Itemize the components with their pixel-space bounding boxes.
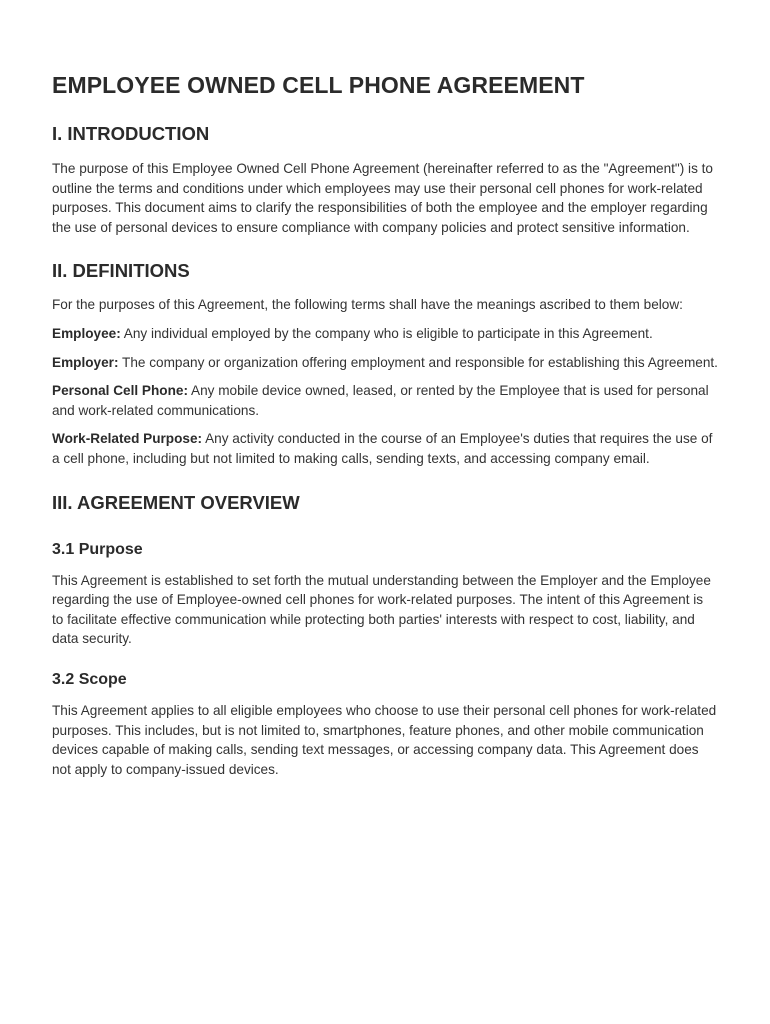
introduction-heading: I. INTRODUCTION	[52, 123, 210, 144]
agreement-overview-heading: III. AGREEMENT OVERVIEW	[52, 491, 300, 513]
definition-employer	[52, 353, 718, 373]
purpose-subheading: 3.1 Purpose	[52, 540, 143, 558]
definition-text: Any mobile device owned, leased, or rented by the Employee that is used for personal and work-related communications.	[52, 383, 709, 418]
definition-personal-cell-phone	[52, 381, 718, 420]
document-title: EMPLOYEE OWNED CELL PHONE AGREEMENT	[52, 72, 585, 98]
definition-term: Personal Cell Phone:	[52, 383, 188, 399]
introduction-paragraph: The purpose of this Employee Owned Cell Phone Agreement (hereinafter referred to as the "Agreement") is to outline the terms and conditions under which employees may use their personal cell phones for work-related purposes. This document aims to clarify the responsibilities of both the employee and the employer regarding the use of personal devices to ensure compliance with company policies and protect sensitive information.	[52, 161, 713, 235]
agreement-overview-section	[52, 491, 718, 780]
definition-text: The company or organization offering employment and responsible for establishing this Agreement.	[118, 354, 718, 370]
definitions-section	[52, 259, 718, 468]
scope-paragraph: This Agreement applies to all eligible employees who choose to use their personal cell phones for work-related purposes. This includes, but is not limited to, smartphones, feature phones, and other mobile communication devices capable of making calls, sending text messages, or accessing company data. This Agreement does not apply to company-issued devices.	[52, 702, 717, 777]
definition-text: Any individual employed by the company who is eligible to participate in this Agreement.	[120, 325, 653, 341]
definition-text: Any activity conducted in the course of an Employee's duties that requires the use of a cell phone, including but not limited to making calls, sending texts, and accessing company email.	[52, 431, 713, 466]
purpose-paragraph: This Agreement is established to set forth the mutual understanding between the Employer and the Employee regarding the use of Employee-owned cell phones for work-related purposes. The intent of this Agreement is to facilitate effective communication while protecting both parties' interests with respect to cost, liability, and data security.	[52, 572, 711, 647]
definitions-intro-paragraph: For the purposes of this Agreement, the following terms shall have the meanings ascribed to them below:	[52, 297, 683, 313]
definition-work-related-purpose	[52, 429, 718, 468]
introduction-section	[52, 122, 718, 237]
scope-subheading: 3.2 Scope	[52, 670, 127, 688]
definition-term: Employee:	[52, 325, 121, 341]
definition-term: Work-Related Purpose:	[52, 431, 203, 447]
definitions-heading: II. DEFINITIONS	[52, 260, 190, 282]
definition-term: Employer:	[52, 354, 119, 370]
definition-employee	[52, 324, 718, 344]
